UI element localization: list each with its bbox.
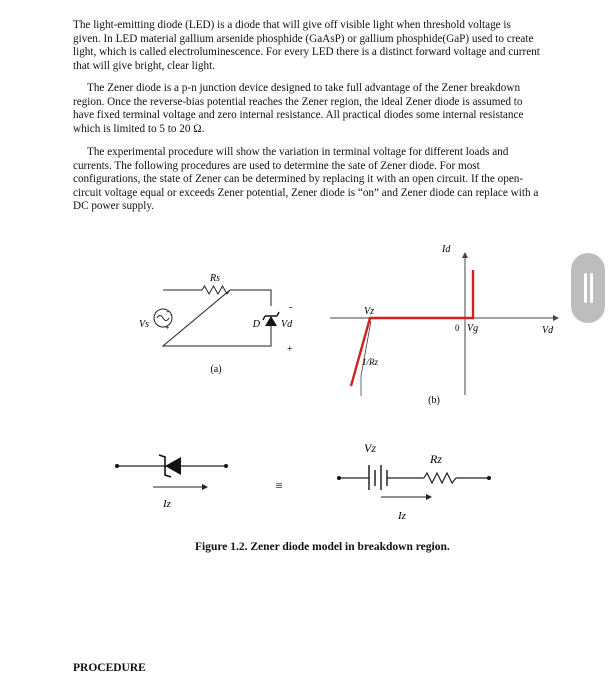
zener-model [339, 465, 489, 497]
paragraph-zener: The Zener diode is a p-n junction device designed to take full advantage of the Zener breakdown region. Once the reverse-bias potential reaches the Zener region, the ideal Zener diode is assumed to have fixed terminal voltage and zero internal resistance. All practical diodes some internal resistance which is limited to 5 to 20 Ω. [73, 82, 524, 135]
label-id: Id [442, 244, 451, 255]
label-a: (a) [210, 364, 222, 375]
circuit-a [154, 286, 271, 346]
grip-line-icon [590, 273, 593, 303]
label-b: (b) [428, 395, 440, 406]
label-rz: Rz [430, 452, 442, 466]
label-iz-left: Iz [163, 498, 171, 510]
label-vg: Vg [467, 323, 479, 334]
label-slope: 1/Rz [362, 357, 379, 367]
paragraph-procedure-intro: The experimental procedure will show the variation in terminal voltage for different loads and currents. The following procedures are used to determine the sate of Zener diode. For most configurations, the state of Zener can be determined by replacing it with an open circuit. If the open-circuit voltage equal or exceeds Zener potential, Zener diode is “on” and Zener diode can replace with a DC power supply. [73, 146, 539, 213]
current-arrow-icon [202, 484, 208, 490]
current-arrow-right-icon [426, 494, 432, 500]
equivalence-symbol: ≡ [275, 478, 283, 493]
label-vs: Vs [139, 319, 149, 330]
label-rs: Rs [210, 273, 220, 284]
paragraph-led: The light-emitting diode (LED) is a diode that will give off visible light when threshold voltage is given. In LED material gallium arsenide phosphide (GaAsP) or gallium phosphide(GaP) used to create light, which is called electroluminescence. For every LED there is a distinct forward voltage and current that will give bright, clear light. [73, 19, 540, 72]
zener-symbol [115, 455, 228, 510]
scroll-handle[interactable] [571, 253, 605, 323]
label-vz-graph: Vz [364, 306, 374, 317]
zener-diode-symbol-icon [165, 457, 181, 475]
resistor-rz [424, 473, 456, 483]
graph-b [330, 244, 559, 406]
label-source-plus: + [165, 323, 170, 332]
label-plus: + [287, 344, 293, 355]
label-vd: Vd [281, 319, 293, 330]
figure-caption: Figure 1.2. Zener diode model in breakdown region. [195, 541, 450, 553]
label-zero: 0 [455, 323, 460, 333]
label-vz-model: Vz [364, 441, 376, 455]
zener-characteristic [351, 318, 465, 386]
grip-line-icon [584, 273, 587, 303]
label-minus: - [289, 302, 293, 313]
y-axis-arrow-icon [462, 252, 468, 258]
label-source-minus: - [166, 307, 169, 316]
label-iz-right: Iz [398, 510, 406, 522]
resistor-rs [202, 286, 230, 294]
circuit-wire [163, 290, 271, 346]
x-axis-arrow-icon [553, 315, 559, 321]
zener-diode-icon [265, 316, 277, 326]
procedure-heading: PROCEDURE [73, 662, 146, 674]
forward-characteristic [465, 270, 473, 318]
label-d: D [252, 319, 260, 330]
label-vd-graph: Vd [542, 325, 554, 336]
